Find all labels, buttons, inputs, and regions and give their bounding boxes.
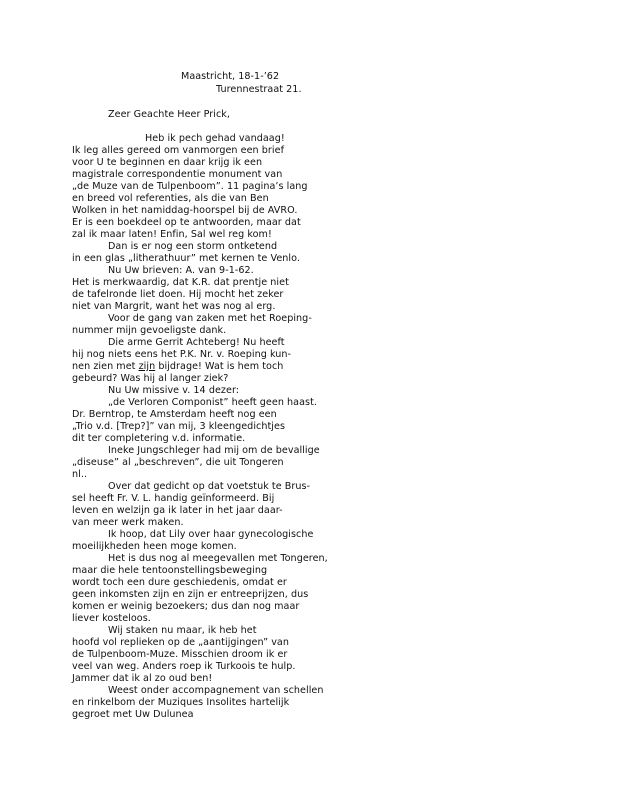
body-line: Jammer dat ik al zo oud ben!	[72, 673, 213, 684]
body-line: magistrale correspondentie monument van	[72, 169, 283, 180]
body-line: liever kosteloos.	[72, 613, 151, 624]
salutation: Zeer Geachte Heer Prick,	[108, 109, 230, 120]
body-line: zal ik maar laten! Enfin, Sal wel reg kom!	[72, 229, 272, 240]
body-line-with-underline	[72, 361, 283, 373]
body-line-part: bijdrage! Wat is hem toch	[155, 361, 284, 372]
body-line: en rinkelbom der Muziques Insolites hartelijk	[72, 697, 290, 708]
body-line: geen inkomsten zijn en zijn er entreeprijzen, dus	[72, 589, 309, 600]
body-line: Het is merkwaardig, dat K.R. dat prentje niet	[72, 277, 289, 288]
body-line: leven en welzijn ga ik later in het jaar daar-	[72, 505, 283, 516]
body-line: in een glas „litherathuur” met kernen te Venlo.	[72, 253, 300, 264]
body-line: „de Verloren Componist” heeft geen haast.	[108, 397, 318, 408]
body-line: Dan is er nog een storm ontketend	[108, 241, 278, 252]
body-line: sel heeft Fr. V. L. handig geïnformeerd. Bij	[72, 493, 275, 504]
body-line: Dr. Berntrop, te Amsterdam heeft nog een	[72, 409, 277, 420]
body-line-part: nen zien met	[72, 361, 139, 372]
body-line: voor U te beginnen en daar krijg ik een	[72, 157, 263, 168]
body-line: „de Muze van de Tulpenboom”. 11 pagina’s lang	[72, 181, 308, 192]
body-line: Ik hoop, dat Lily over haar gynecologische	[108, 529, 314, 540]
body-line: komen er weinig bezoekers; dus dan nog maar	[72, 601, 300, 612]
body-line: veel van weg. Anders roep ik Turkoois te hulp.	[72, 661, 296, 672]
body-line: „Trio v.d. [Trep?]” van mij, 3 kleengedichtjes	[72, 421, 286, 432]
body-line: niet van Margrit, want het was nog al erg.	[72, 301, 276, 312]
body-line: Die arme Gerrit Achteberg! Nu heeft	[108, 337, 285, 348]
body-line: en breed vol referenties, als die van Ben	[72, 193, 269, 204]
body-line: Ineke Jungschleger had mij om de bevallige	[108, 445, 320, 456]
body-line: Heb ik pech gehad vandaag!	[145, 133, 285, 144]
body-line: dit ter completering v.d. informatie.	[72, 433, 246, 444]
body-line: Wij staken nu maar, ik heb het	[108, 625, 257, 636]
body-line: Over dat gedicht op dat voetstuk te Brus-	[108, 481, 311, 492]
body-line: gebeurd? Was hij al langer ziek?	[72, 373, 229, 384]
body-line: van meer werk maken.	[72, 517, 184, 528]
body-line: Nu Uw missive v. 14 dezer:	[108, 385, 240, 396]
body-line: wordt toch een dure geschiedenis, omdat er	[72, 577, 287, 588]
body-line: de Tulpenboom-Muze. Misschien droom ik er	[72, 649, 288, 660]
body-line: hoofd vol replieken op de „aantijgingen” van	[72, 637, 289, 648]
body-line: maar die hele tentoonstellingsbeweging	[72, 565, 268, 576]
body-line: hij nog niets eens het P.K. Nr. v. Roeping kun-	[72, 349, 292, 360]
body-line: „diseuse” al „beschreven”, die uit Tongeren	[72, 457, 284, 468]
underlined-word: zijn	[138, 361, 156, 372]
body-line: Ik leg alles gereed om vanmorgen een brief	[72, 145, 284, 156]
body-line: Wolken in het namiddag-hoorspel bij de AVRO.	[72, 205, 298, 216]
body-line: moeilijkheden heen moge komen.	[72, 541, 237, 552]
body-line: gegroet met Uw Dulunea	[72, 709, 194, 720]
body-line: Voor de gang van zaken met het Roeping-	[108, 313, 312, 324]
place-date: Maastricht, 18-1-’62	[181, 71, 280, 82]
sender-address: Turennestraat 21.	[216, 84, 302, 95]
body-line: Het is dus nog al meegevallen met Tongeren,	[108, 553, 328, 564]
body-line: nummer mijn gevoeligste dank.	[72, 325, 227, 336]
body-line: de tafelronde liet doen. Hij mocht het zeker	[72, 289, 284, 300]
body-line: nl..	[72, 469, 88, 480]
body-line: Er is een boekdeel op te antwoorden, maar dat	[72, 217, 301, 228]
body-line: Nu Uw brieven: A. van 9-1-62.	[108, 265, 254, 276]
body-line: Weest onder accompagnement van schellen	[108, 685, 324, 696]
